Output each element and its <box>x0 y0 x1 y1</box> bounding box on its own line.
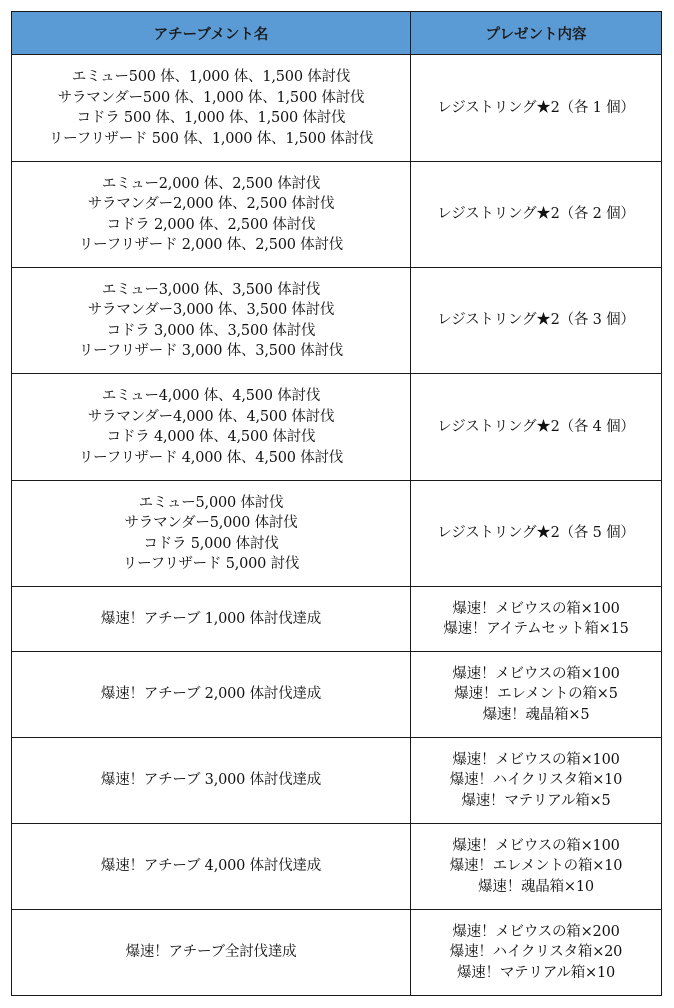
reward-line: 爆速！エレメントの箱×10 <box>449 858 623 875</box>
reward-line: 爆速！メビウスの箱×100 <box>452 665 620 682</box>
achievement-reward-table <box>11 11 662 996</box>
reward-cell <box>411 910 662 996</box>
table-row <box>12 738 662 824</box>
achievement-cell <box>12 481 411 587</box>
reward-cell <box>411 55 662 162</box>
header-achievement-name: アチーブメント名 <box>12 12 411 55</box>
achievement-line: 爆速！アチーブ 4,000 体討伐達成 <box>100 858 322 875</box>
reward-cell <box>411 738 662 824</box>
reward-line: 爆速！メビウスの箱×100 <box>452 600 620 617</box>
table-row <box>12 824 662 910</box>
achievement-line: コドラ 2,000 体、2,500 体討伐 <box>106 216 316 233</box>
reward-cell <box>411 587 662 652</box>
reward-cell <box>411 374 662 481</box>
reward-cell <box>411 162 662 268</box>
achievement-line: サラマンダー500 体、1,000 体、1,500 体討伐 <box>57 89 365 106</box>
reward-line: レジストリング★2（各 3 個） <box>437 312 635 329</box>
table-row <box>12 268 662 374</box>
achievement-line: リーフリザード 4,000 体、4,500 体討伐 <box>78 449 344 466</box>
achievement-cell <box>12 824 411 910</box>
achievement-line: 爆速！アチーブ 3,000 体討伐達成 <box>100 772 322 789</box>
reward-cell <box>411 481 662 587</box>
reward-line: 爆速！ハイクリスタ箱×20 <box>449 944 623 961</box>
reward-line: 爆速！メビウスの箱×200 <box>452 923 620 940</box>
reward-cell <box>411 824 662 910</box>
achievement-cell <box>12 162 411 268</box>
achievement-line: サラマンダー5,000 体討伐 <box>124 515 298 531</box>
header-present-content: プレゼント内容 <box>411 12 662 55</box>
table-row <box>12 55 662 162</box>
achievement-line: コドラ 3,000 体、3,500 体討伐 <box>106 322 316 339</box>
table-row <box>12 652 662 738</box>
reward-line: 爆速！魂晶箱×10 <box>478 878 594 895</box>
achievement-line: サラマンダー2,000 体、2,500 体討伐 <box>87 196 335 212</box>
reward-line: 爆速！ハイクリスタ箱×10 <box>449 772 623 789</box>
table-row <box>12 162 662 268</box>
achievement-line: リーフリザード 3,000 体、3,500 体討伐 <box>78 343 344 359</box>
achievement-line: サラマンダー3,000 体、3,500 体討伐 <box>87 302 335 318</box>
table-row <box>12 587 662 652</box>
achievement-line: リーフリザード 2,000 体、2,500 体討伐 <box>78 237 344 253</box>
reward-line: レジストリング★2（各 2 個） <box>437 206 635 223</box>
reward-line: 爆速！マテリアル箱×5 <box>461 792 611 809</box>
achievement-line: 爆速！アチーブ全討伐達成 <box>125 944 297 961</box>
reward-line: レジストリング★2（各 1 個） <box>437 99 635 116</box>
achievement-line: コドラ 500 体、1,000 体、1,500 体討伐 <box>76 110 346 126</box>
reward-line: 爆速！マテリアル箱×10 <box>456 964 616 981</box>
reward-line: 爆速！メビウスの箱×100 <box>452 837 620 854</box>
table-row <box>12 481 662 587</box>
achievement-cell <box>12 587 411 652</box>
achievement-cell <box>12 268 411 374</box>
achievement-line: エミュー5,000 体討伐 <box>138 494 284 511</box>
achievement-line: エミュー500 体、1,000 体、1,500 体討伐 <box>71 69 351 85</box>
achievement-line: エミュー2,000 体、2,500 体討伐 <box>101 175 321 192</box>
reward-line: 爆速！アイテムセット箱×15 <box>443 621 629 637</box>
achievement-line: 爆速！アチーブ 1,000 体討伐達成 <box>100 610 322 627</box>
achievement-cell <box>12 910 411 996</box>
achievement-line: エミュー4,000 体、4,500 体討伐 <box>101 388 321 404</box>
reward-line: レジストリング★2（各 5 個） <box>437 525 635 542</box>
achievement-cell <box>12 374 411 481</box>
achievement-cell <box>12 652 411 738</box>
reward-line: 爆速！エレメントの箱×5 <box>454 686 618 703</box>
achievement-line: 爆速！アチーブ 2,000 体討伐達成 <box>100 686 322 703</box>
reward-line: 爆速！メビウスの箱×100 <box>452 751 620 768</box>
achievement-line: リーフリザード 500 体、1,000 体、1,500 体討伐 <box>48 130 374 147</box>
reward-cell <box>411 268 662 374</box>
achievement-line: リーフリザード 5,000 討伐 <box>122 556 300 572</box>
achievement-line: エミュー3,000 体、3,500 体討伐 <box>101 281 321 298</box>
reward-line: レジストリング★2（各 4 個） <box>437 418 635 435</box>
header-row <box>12 12 662 55</box>
achievement-line: コドラ 5,000 体討伐 <box>143 535 279 552</box>
reward-line: 爆速！魂晶箱×5 <box>482 706 590 723</box>
table-row <box>12 374 662 481</box>
achievement-line: サラマンダー4,000 体、4,500 体討伐 <box>87 408 335 425</box>
achievement-line: コドラ 4,000 体、4,500 体討伐 <box>106 429 316 445</box>
reward-cell <box>411 652 662 738</box>
table-row <box>12 910 662 996</box>
achievement-cell <box>12 55 411 162</box>
achievement-cell <box>12 738 411 824</box>
